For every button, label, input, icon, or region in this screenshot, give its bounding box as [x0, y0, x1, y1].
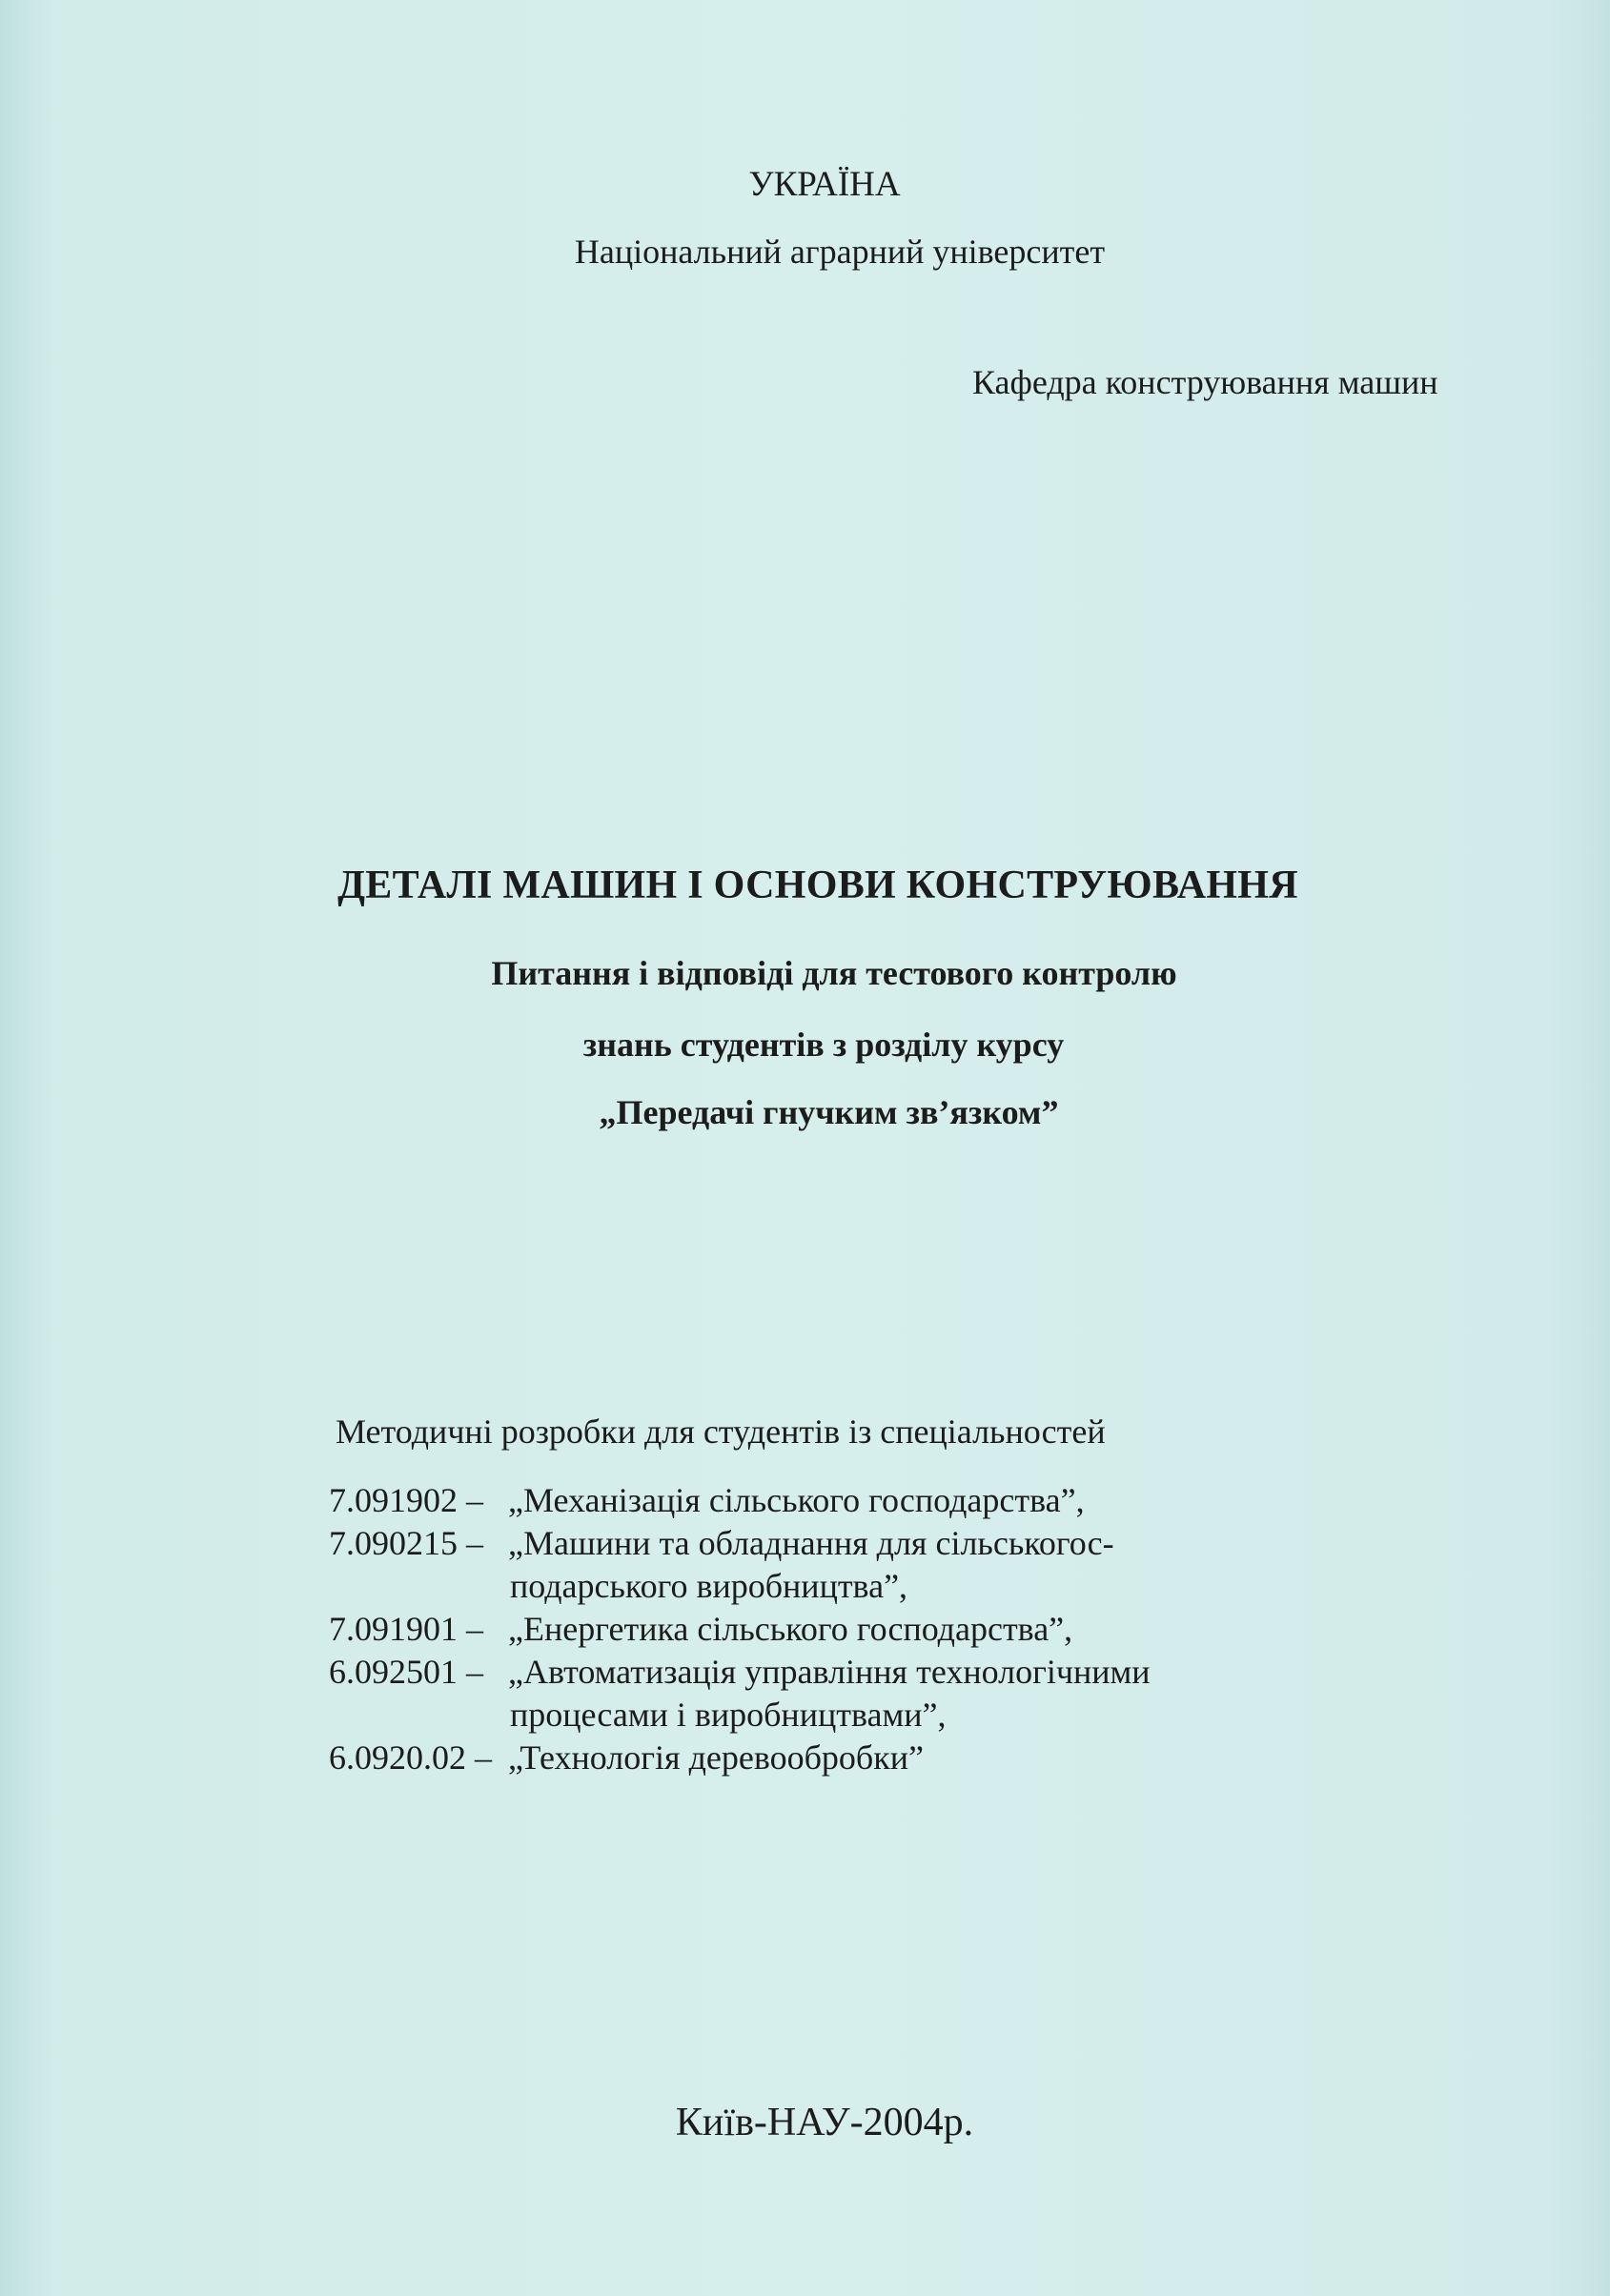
- specialty-code: 6.0920.02 –: [329, 1738, 492, 1777]
- methods-intro: Методичні розробки для студентів із спеціальностей: [336, 1412, 1106, 1451]
- specialty-name: „Технологія деревообробки”: [508, 1738, 924, 1777]
- specialty-name: „Енергетика сільського господарства”,: [508, 1610, 1073, 1648]
- country-heading: УКРАЇНА: [748, 165, 901, 204]
- specialty-name: „Машини та обладнання для сільськогос-: [508, 1524, 1114, 1562]
- specialty-name: „Механізація сільського господарства”,: [508, 1481, 1085, 1519]
- specialty-item: [329, 1523, 1114, 1563]
- specialty-code: 6.092501 –: [329, 1653, 483, 1691]
- subtitle-line-1: Питання і відповіді для тестового контролю: [491, 954, 1177, 992]
- specialty-item: [329, 1480, 1085, 1520]
- document-title: ДЕТАЛІ МАШИН І ОСНОВИ КОНСТРУЮВАННЯ: [337, 864, 1298, 907]
- specialty-item: [329, 1652, 1151, 1692]
- specialty-code: 7.091901 –: [329, 1610, 483, 1648]
- university-name: Національний аграрний університет: [574, 233, 1106, 271]
- specialty-item: [329, 1609, 1072, 1649]
- specialty-name: „Автоматизація управління технологічними: [508, 1653, 1151, 1691]
- subtitle-line-3: „Передачі гнучким зв’язком”: [599, 1093, 1059, 1131]
- publication-imprint: Київ-НАУ-2004р.: [675, 2101, 974, 2144]
- specialty-code: 7.090215 –: [329, 1524, 483, 1562]
- subtitle-line-2: знань студентів з розділу курсу: [582, 1026, 1065, 1064]
- specialty-code: 7.091902 –: [329, 1481, 483, 1519]
- department-name: Кафедра конструювання машин: [972, 363, 1438, 401]
- specialty-name-continuation: процесами і виробництвами”,: [510, 1696, 947, 1734]
- specialty-name-continuation: подарського виробництва”,: [510, 1567, 908, 1605]
- specialty-item: [329, 1737, 924, 1778]
